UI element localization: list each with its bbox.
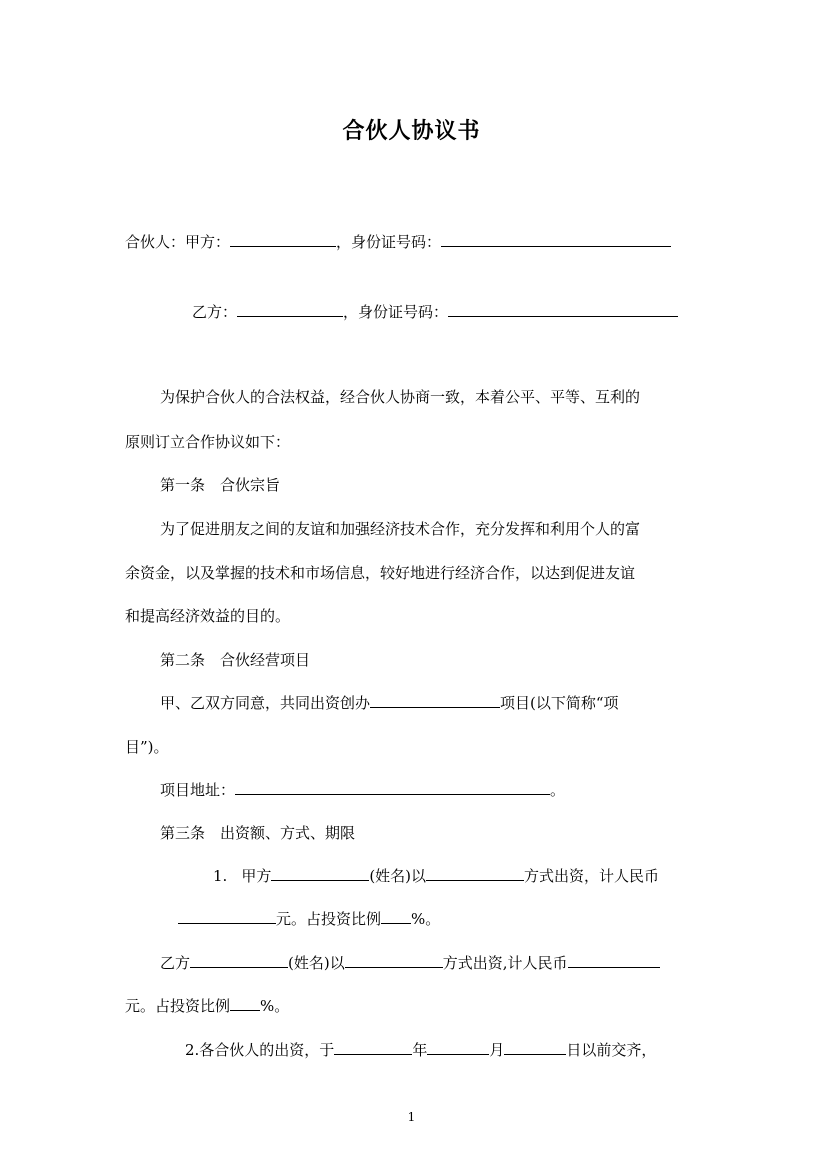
preamble-line-1: 为保护合伙人的合法权益，经合伙人协商一致，本着公平、平等、互利的 (160, 388, 641, 406)
page-number: 1 (407, 1110, 416, 1124)
item-1-number: 1. (213, 867, 228, 885)
item-2-month: 月 (489, 1041, 505, 1059)
party-b-contribution-text-3: 方式出资,计人民币 (442, 954, 568, 972)
article-2-text-a: 甲、乙双方同意，共同出资创办 (160, 694, 371, 712)
article-2-line-1 (160, 693, 619, 713)
party-a-contribution-text-5: %。 (411, 910, 441, 928)
item-2-year: 年 (412, 1041, 428, 1059)
project-address-label: 项目地址： (160, 781, 236, 799)
party-b-method-blank[interactable] (345, 953, 443, 968)
party-a-contribution-line-2 (178, 909, 440, 929)
article-1-line-1: 为了促进朋友之间的友谊和加强经济技术合作，充分发挥和利用个人的富 (160, 520, 641, 538)
party-a-contribution-text-1: 甲方 (241, 867, 272, 885)
party-a-contribution-line-1 (213, 866, 659, 886)
party-a-name-blank[interactable] (230, 232, 336, 247)
party-b-ratio-blank[interactable] (230, 996, 260, 1011)
party-a-line (125, 232, 671, 252)
party-b-contribution-text-4: 元。占投资比例 (125, 997, 231, 1015)
party-b-label: 乙方： (192, 303, 238, 321)
party-b-amount-blank[interactable] (568, 953, 660, 968)
article-1-line-3: 和提高经济效益的目的。 (125, 607, 291, 625)
party-b-contribution-line-2 (125, 996, 289, 1016)
party-a-ratio-blank[interactable] (381, 909, 411, 924)
article-1-heading: 第一条 合伙宗旨 (160, 476, 281, 494)
partners-label: 合伙人： (125, 233, 186, 251)
party-a-id-label: ，身份证号码： (336, 233, 442, 251)
party-a-contribution-text-2: (姓名)以 (369, 867, 427, 885)
party-b-contribution-name-blank[interactable] (190, 953, 288, 968)
party-b-id-blank[interactable] (448, 302, 678, 317)
party-b-line (192, 302, 678, 322)
party-a-method-blank[interactable] (426, 866, 524, 881)
party-a-contribution-name-blank[interactable] (271, 866, 369, 881)
party-a-contribution-text-4: 元。占投资比例 (276, 910, 382, 928)
article-2-text-b: 项目(以下简称“项 (500, 694, 619, 712)
item-2-day: 日以前交齐， (566, 1041, 657, 1059)
deadline-month-blank[interactable] (427, 1040, 489, 1055)
party-b-contribution-text-1: 乙方 (160, 954, 191, 972)
article-2-heading: 第二条 合伙经营项目 (160, 651, 311, 669)
party-a-contribution-text-3: 方式出资，计人民币 (524, 867, 660, 885)
project-address-blank[interactable] (235, 780, 550, 795)
deadline-day-blank[interactable] (504, 1040, 566, 1055)
article-2-line-2: 目”)。 (125, 738, 169, 756)
project-address-end: 。 (550, 781, 566, 799)
party-a-amount-blank[interactable] (178, 909, 276, 924)
article-1-line-2: 余资金，以及掌握的技术和市场信息，较好地进行经济合作，以达到促进友谊 (125, 564, 636, 582)
item-2-line (185, 1040, 656, 1060)
article-3-heading: 第三条 出资额、方式、期限 (160, 824, 356, 842)
party-b-contribution-text-2: (姓名)以 (288, 954, 345, 972)
deadline-year-blank[interactable] (334, 1040, 412, 1055)
party-b-contribution-line-1 (160, 953, 660, 973)
party-a-label: 甲方： (185, 233, 231, 251)
party-a-id-blank[interactable] (441, 232, 671, 247)
party-b-contribution-text-5: %。 (260, 997, 290, 1015)
preamble-line-2: 原则订立合作协议如下： (125, 433, 291, 451)
party-b-name-blank[interactable] (237, 302, 343, 317)
party-b-id-label: ，身份证号码： (343, 303, 449, 321)
project-address-line (160, 780, 565, 800)
project-name-blank[interactable] (370, 693, 500, 708)
document-title: 合伙人协议书 (342, 118, 481, 144)
item-2-text-a: 2.各合伙人的出资，于 (185, 1041, 335, 1059)
